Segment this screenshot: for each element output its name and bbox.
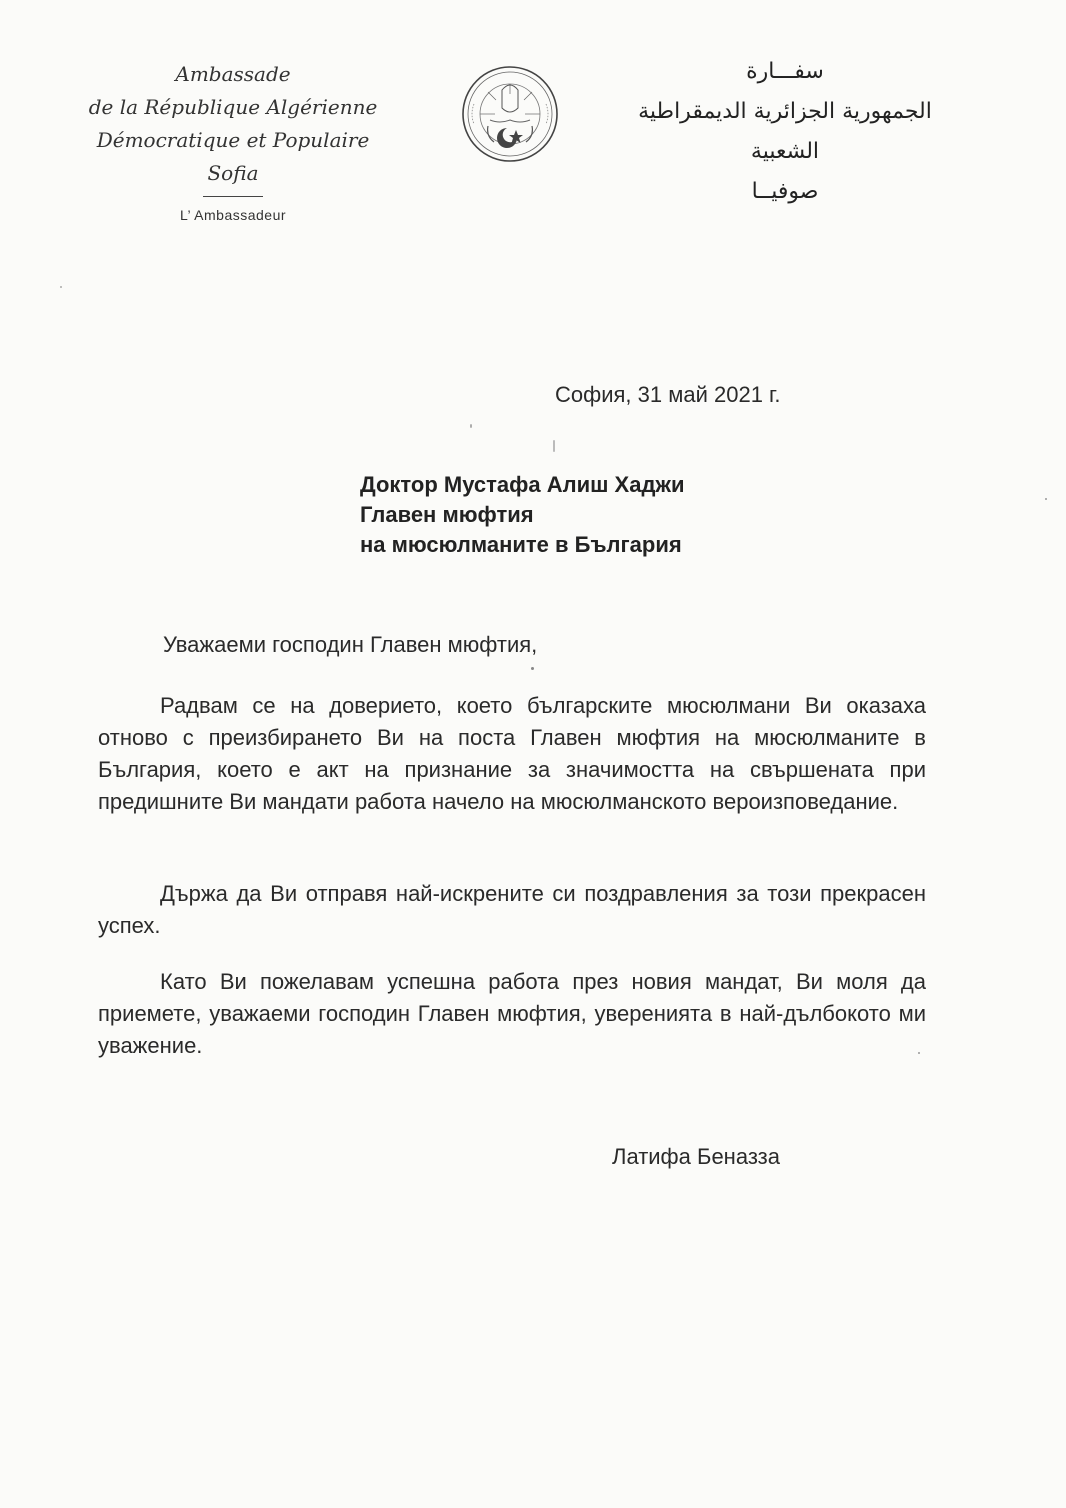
- scan-speck: [1045, 498, 1047, 500]
- letterhead-arabic: [620, 52, 950, 212]
- letterhead-arabic-republic: الجمهورية الجزائرية الديمقراطية الشعبية: [638, 99, 932, 164]
- letterhead-line-democratic: Démocratique et Populaire: [96, 128, 370, 152]
- recipient-position: Главен мюфтия: [360, 502, 534, 527]
- body-paragraph: Като Ви пожелавам успешна работа през новия мандат, Ви моля да приемете, уважаеми господин Главен мюфтия, уверенията в най-дълбокото ми уважение.: [98, 969, 926, 1058]
- scan-speck: [918, 1052, 920, 1054]
- body-paragraph: Радвам се на доверието, което българските мюсюлмани Ви оказаха отново с преизбирането Ви на поста Главен мюфтия на мюсюлманите в България, което е акт на признание за значимостта на свършената при предишните Ви мандати работа начело на мюсюлманското вероизповедание.: [98, 693, 926, 814]
- scan-speck: [60, 286, 62, 288]
- letterhead-line-ambassade: Ambassade: [175, 62, 291, 86]
- letterhead-arabic-city: صوفيــا: [751, 179, 819, 204]
- salutation: Уважаеми господин Главен мюфтия,: [163, 632, 538, 657]
- scan-speck: [531, 667, 534, 670]
- scan-speck: [553, 440, 555, 452]
- letterhead-french: [88, 58, 378, 225]
- body-paragraph: Държа да Ви отправя най-искрените си поздравления за този прекрасен успех.: [98, 881, 926, 938]
- letterhead-line-city: Sofia: [207, 161, 259, 185]
- letterhead-title: L’ Ambassadeur: [179, 207, 287, 223]
- scan-speck: [470, 424, 472, 428]
- letterhead-line-republic: de la République Algérienne: [88, 95, 378, 119]
- algerian-emblem-icon: [460, 64, 560, 164]
- signature-name: Латифа Беназза: [612, 1144, 780, 1169]
- recipient-block: [360, 470, 685, 560]
- letterhead-divider: [203, 196, 263, 197]
- letterhead-arabic-embassy: سفـــارة: [746, 59, 824, 84]
- recipient-name: Доктор Мустафа Алиш Хаджи: [360, 472, 685, 497]
- letter-date: София, 31 май 2021 г.: [555, 382, 781, 407]
- recipient-organization: на мюсюлманите в България: [360, 532, 682, 557]
